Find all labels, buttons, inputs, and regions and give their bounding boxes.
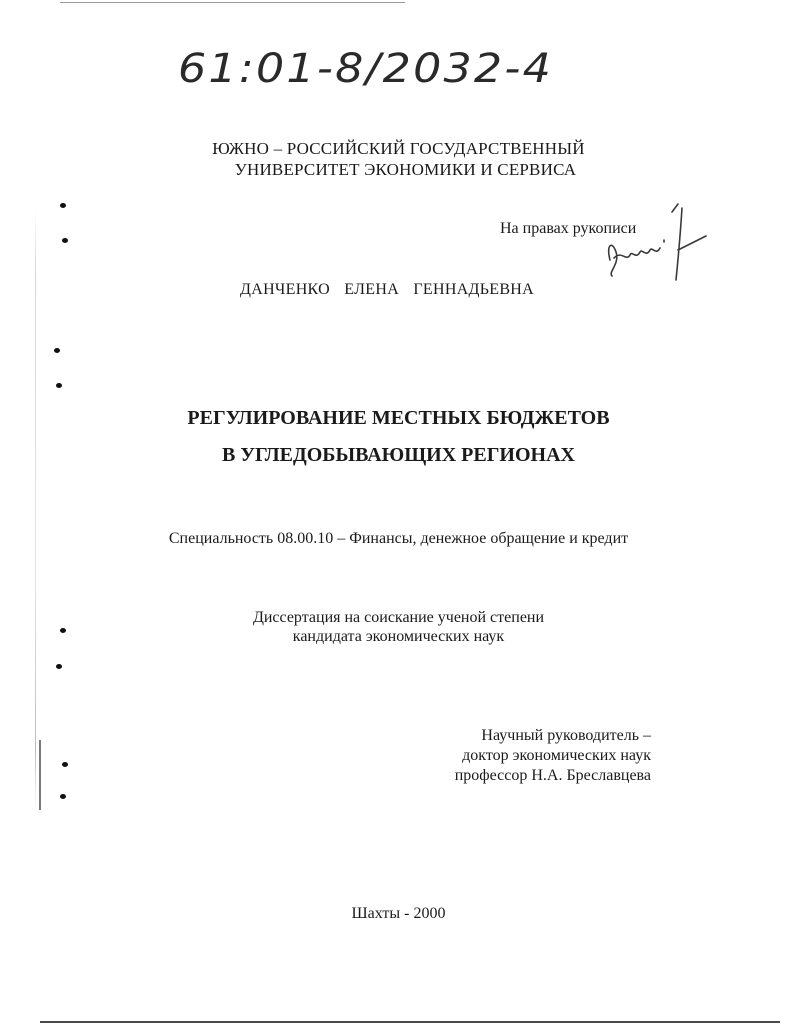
institution-line-1: ЮЖНО – РОССИЙСКИЙ ГОСУДАРСТВЕННЫЙ	[212, 139, 585, 158]
supervisor-line-2: доктор экономических наук	[462, 747, 651, 764]
institution-name	[0, 138, 797, 180]
binding-mark	[54, 348, 60, 353]
scan-bottom-rule	[40, 1021, 780, 1023]
binding-mark	[62, 238, 68, 243]
binding-mark	[60, 203, 66, 208]
title-line-1: РЕГУЛИРОВАНИЕ МЕСТНЫХ БЮДЖЕТОВ	[187, 407, 610, 429]
place-and-year: Шахты - 2000	[351, 905, 446, 922]
supervisor-line-3: профессор Н.А. Бреславцева	[454, 767, 651, 784]
binding-mark	[56, 383, 62, 388]
dissertation-title	[0, 400, 797, 474]
binding-mark	[56, 664, 62, 669]
specialty-line: Специальность 08.00.10 – Финансы, денежное обращение и кредит	[168, 530, 629, 547]
author-name: ДАНЧЕНКО ЕЛЕНА ГЕННАДЬЕВНА	[240, 281, 535, 298]
title-line-2: В УГЛЕДОБЫВАЮЩИХ РЕГИОНАХ	[222, 444, 575, 466]
catalog-number-handwritten	[0, 0, 797, 120]
catalog-number-text: 61:01-8/2032-4	[178, 46, 553, 92]
supervisor-line-1: Научный руководитель –	[481, 727, 651, 744]
manuscript-rights-note: На правах рукописи	[500, 220, 637, 237]
binding-mark	[60, 794, 66, 799]
dissertation-purpose	[0, 608, 797, 646]
signature-handwritten	[602, 200, 712, 290]
binding-mark	[62, 762, 68, 767]
scan-left-edge-mark	[39, 740, 41, 810]
purpose-line-1: Диссертация на соискание ученой степени	[252, 609, 545, 626]
scientific-supervisor	[311, 726, 651, 786]
institution-line-2: УНИВЕРСИТЕТ ЭКОНОМИКИ И СЕРВИСА	[234, 160, 577, 179]
scan-left-edge	[35, 210, 36, 810]
purpose-line-2: кандидата экономических наук	[292, 628, 505, 645]
